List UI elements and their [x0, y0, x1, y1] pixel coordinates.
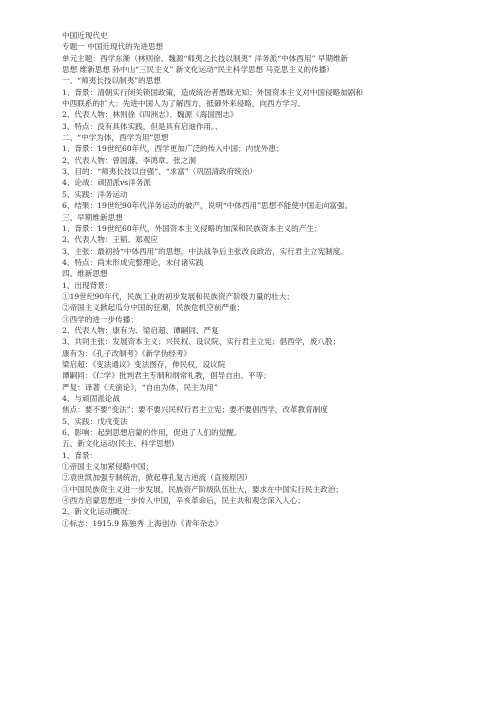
text-line: 3、特点：没有具体实践，但是具有启迪作用。、: [62, 121, 223, 131]
text-line: 2、代表人物：康有为、梁启超、谭嗣同、严复: [62, 325, 219, 335]
text-line: ①帝国主义加紧侵略中国；: [62, 462, 154, 472]
text-line: ③西学的进一步传播；: [62, 314, 138, 324]
text-line: 思想 维新思想 孙中山“三民主义” 新文化运动“民主科学思想 马克思主义的传播）: [62, 65, 334, 75]
text-line: 4、与顽固派论战: [62, 394, 120, 403]
text-line: 3、共同主张：发展资本主义；兴民权、设议院、实行君主立宪；倡西学，废八股；: [62, 337, 341, 347]
text-line: ①19世纪90年代，民族工业的初步发展和民族资产阶级力量的壮大；: [62, 291, 294, 301]
text-line: 1、背景：: [62, 450, 98, 460]
text-line: 1、背景：19世纪60年代，西学更加广泛的传入中国；内忧外患；: [62, 144, 284, 154]
text-line: 严复：译著《天演论》，“自由为体，民主为用”: [62, 382, 218, 392]
text-line: 五、新文化运动(民主、科学思想): [62, 439, 175, 449]
text-line: 谭嗣同：《仁学》批判君主专制和纲常礼教，倡导自由、平等；: [62, 371, 271, 381]
text-line: 5、实践：洋务运动: [62, 189, 128, 199]
text-line: 专题一 中国近现代的先进思想: [62, 42, 164, 52]
text-line: 3、主张：最初持“中体西用”的思想，中法战争后主张改良政治，实行君主立宪制度。: [62, 246, 348, 256]
text-line: 1、背景：清朝实行闭关锁国政策，造成统治者愚昧无知；外国资本主义对中国侵略加剧和: [62, 87, 363, 97]
text-line: ②袁世凯加强专制统治，掀起尊孔复古逆流（直接原因）: [62, 473, 252, 483]
text-line: 1、出现背景：: [62, 280, 113, 290]
text-line: 3、目的：“师夷长技以自强”、“求富”（巩固清政府统治）: [62, 167, 258, 177]
text-line: 2、新文化运动概况：: [62, 507, 136, 517]
text-line: 6、影响：起到思想启蒙的作用，促进了人们的觉醒。: [62, 428, 242, 438]
text-line: 4、论战：顽固派vs洋务派: [62, 178, 151, 188]
text-line: 2、代表人物：林则徐《四洲志》、魏源《海国图志》: [62, 110, 238, 120]
text-line: 6、结果：19世纪90年代洋务运动的破产，说明“中体西用”思想不能使中国走向富强。: [62, 201, 353, 211]
document-body: [62, 30, 466, 529]
text-line: 2、代表人物：王韬、郑观应: [62, 235, 158, 245]
text-line: 单元主题：西学东渐（林则徐、魏源“师夷之长技以制夷” 洋务派“中体西用” 早期维新: [62, 53, 349, 63]
text-line: 焦点：要不要“变法”；要不要兴民权行君主立宪；要不要倡西学，改革教育制度: [62, 405, 328, 415]
text-line: 4、特点：尚未形成完整理论，未付诸实践: [62, 257, 204, 267]
text-line: 中西联系的扩大；先进中国人为了解西方，抵御外来侵略，向西方学习。: [62, 99, 305, 109]
text-line: 中国近现代史: [62, 31, 108, 40]
text-line: 二、“中学为体，西学为用”思想: [62, 133, 169, 143]
text-line: ③中国民族资主义进一步发展，民族资产阶级队伍壮大，要求在中国实行民主政治；: [62, 484, 343, 494]
text-line: 5、实践：戊戌变法: [62, 416, 128, 426]
text-line: ④西方启蒙思想进一步传入中国，辛亥革命后，民主共和观念深入人心；: [62, 496, 305, 506]
text-line: 1、背景：19世纪60年代，外国资本主义侵略的加深和民族资本主义的产生；: [62, 223, 322, 233]
text-line: 2、代表人物：曾国藩、李鸿章、张之洞: [62, 155, 196, 165]
text-line: ①标志：1915.9 陈独秀 上海创办《青年杂志》: [62, 518, 223, 528]
text-line: 三、早期维新思想: [62, 212, 123, 222]
text-line: 四、维新思想: [62, 269, 108, 279]
text-line: 梁启超：《变法通议》变法图存，伸民权，设议院: [62, 359, 226, 369]
text-line: 康有为：《孔子改制考》《新学伪经考》: [62, 348, 192, 358]
text-line: ②帝国主义掀起瓜分中国的狂潮，民族危机空前严重；: [62, 303, 245, 313]
text-line: 一、“师夷长技以制夷”的思想: [62, 76, 161, 86]
